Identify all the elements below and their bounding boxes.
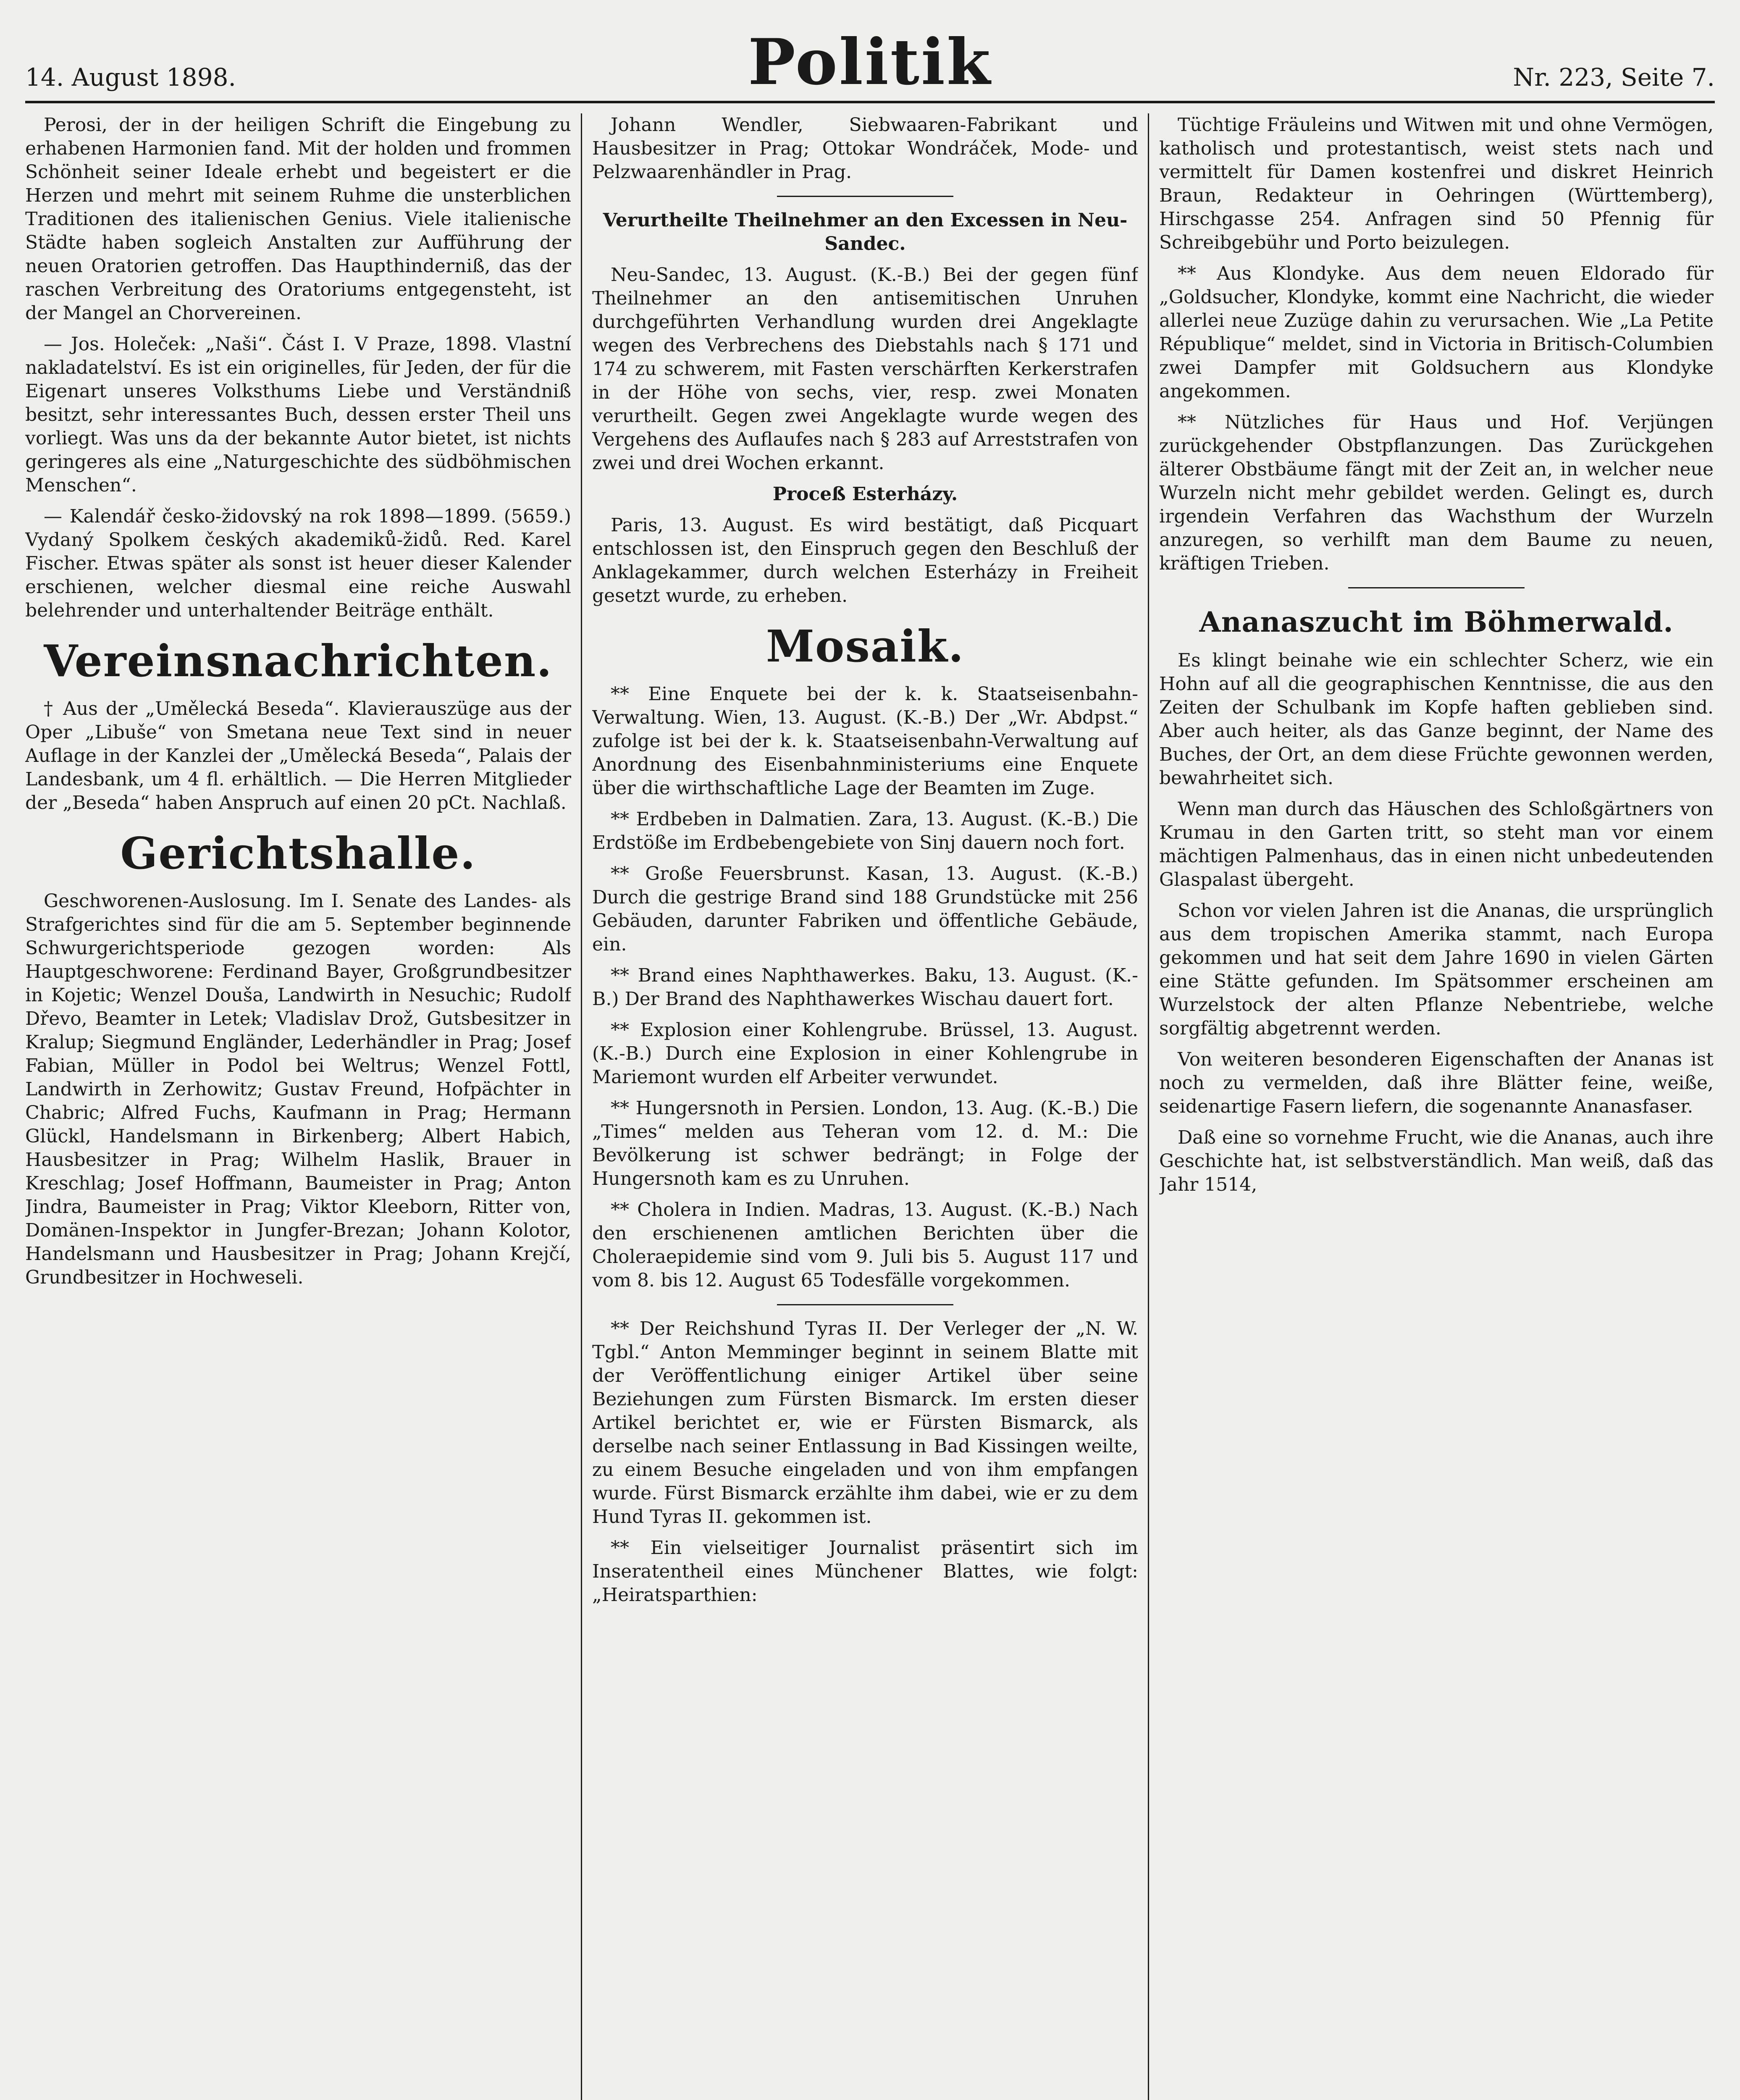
article-paragraph: Johann Wendler, Siebwaaren-Fabrikant und Hausbesitzer in Prag; Ottokar Wondráček, Mode- und Pelzwaarenhändler in Prag. (592, 114, 1138, 183)
article-paragraph: ** Hungersnoth in Persien. London, 13. Aug. (K.-B.) Die „Times“ melden aus Teheran vom 12. d. M.: Die Bevölkerung ist schwer bedrängt; in Folge der Hungersnoth kam es zu Unruhen. (592, 1097, 1138, 1189)
column-rule (1148, 113, 1149, 2100)
article-paragraph: Neu-Sandec, 13. August. (K.-B.) Bei der gegen fünf Theilnehmer an den antisemitischen Unruhen durchgeführten Verhandlung wurden drei Angeklagte wegen des Verbrechens des Diebstahls nach § 171 und 174 zu schwerem, mit Fasten verschärften Kerkerstrafen in der Höhe von sechs, vier, resp. zwei Monaten verurtheilt. Gegen zwei Angeklagte wurde wegen des Vergehens des Auflaufes nach § 283 auf Arreststrafen von zwei und drei Wochen erkannt. (592, 264, 1138, 474)
article-paragraph: ** Der Reichshund Tyras II. Der Verleger der „N. W. Tgbl.“ Anton Memminger beginnt in seinem Blatte mit der Veröffentlichung einiger Artikel über seine Beziehungen zum Fürsten Bismarck. Im ersten dieser Artikel berichtet er, wie er Fürsten Bismarck, als derselbe nach seiner Entlassung in Bad Kissingen weilte, zu einem Besuche eingeladen und von ihm empfangen wurde. Fürst Bismarck erzählte ihm dabei, wie er zu dem Hund Tyras II. gekommen ist. (592, 1318, 1138, 1528)
article-paragraph: Perosi, der in der heiligen Schrift die Eingebung zu erhabenen Harmonien fand. Mit der holden und frommen Schönheit seiner Ideale erhebt und begeistert er die Herzen und mehrt mit seinem Ruhme die unsterblichen Traditionen des italienischen Genius. Viele italienische Städte haben sogleich Anstalten zur Aufführung der neuen Oratorien getroffen. Das Haupthinderniß, das der raschen Verbreitung des Oratoriums entgegensteht, ist der Mangel an Chorvereinen. (25, 114, 571, 324)
issue-date: 14. August 1898. (25, 63, 236, 92)
article-paragraph: — Jos. Holeček: „Naši“. Část I. V Praze, 1898. Vlastní nakladatelství. Es ist ein originelles, für Jeden, der für die Eigenart unseres Volksthums Liebe und Verständniß besitzt, sehr interessantes Buch, dessen erster Theil uns vorliegt. Was uns da der bekannte Autor bietet, ist nichts geringeres als eine „Naturgeschichte des südböhmischen Menschen“. (25, 333, 571, 496)
article-paragraph: Geschworenen-Auslosung. Im I. Senate des Landes- als Strafgerichtes sind für die am 5. September beginnende Schwurgerichtsperiode gezogen worden: Als Hauptgeschworene: Ferdinand Bayer, Großgrundbesitzer in Kojetic; Wenzel Douša, Landwirth in Nesuchic; Rudolf Dřevo, Beamter in Letek; Vladislav Drož, Gutsbesitzer in Kralup; Siegmund Engländer, Lederhändler in Prag; Josef Fabian, Müller in Podol bei Weltrus; Wenzel Fottl, Landwirth in Zerhowitz; Gustav Freund, Hofpächter in Chabric; Alfred Fuchs, Kaufmann in Prag; Hermann Glückl, Handelsmann in Birkenberg; Albert Habich, Hausbesitzer in Prag; Wilhelm Haslik, Brauer in Kreschlag; Josef Hoffmann, Baumeister in Prag; Anton Jindra, Baumeister in Prag; Viktor Kleeborn, Ritter von, Domänen-Inspektor in Jungfer-Brezan; Johann Kolotor, Handelsmann und Hausbesitzer in Prag; Johann Krejčí, Grundbesitzer in Hochweseli. (25, 890, 571, 1288)
article-paragraph: Schon vor vielen Jahren ist die Ananas, die ursprünglich aus dem tropischen Amerika stammt, nach Europa gekommen und hat seit dem Jahre 1690 in vielen Gärten eine Stätte gefunden. Im Spätsommer erscheinen am Wurzelstock der alten Pflanze Nebentriebe, welche sorgfältig abgetrennt werden. (1159, 900, 1714, 1039)
article-paragraph: Paris, 13. August. Es wird bestätigt, daß Picquart entschlossen ist, den Einspruch gegen den Beschluß der Anklagekammer, durch welchen Esterházy in Freiheit gesetzt wurde, zu erheben. (592, 514, 1138, 606)
article-paragraph: Daß eine so vornehme Frucht, wie die Ananas, auch ihre Geschichte hat, ist selbstverständlich. Man weiß, daß das Jahr 1514, (1159, 1127, 1714, 1195)
column-3 (1159, 113, 1714, 2100)
article-paragraph: ** Nützliches für Haus und Hof. Verjüngen zurückgehender Obstpflanzungen. Das Zurückgehen älterer Obstbäume fängt mit der Zeit an, in welcher neue Wurzeln nicht mehr gebildet werden. Gelingt es, durch irgendein Verfahren das Wachsthum der Wurzeln anzuregen, so verhilft man dem Baume zu neuen, kräftigen Trieben. (1159, 412, 1714, 574)
column-rule (581, 113, 582, 2100)
article-heading: Proceß Esterházy. (772, 483, 958, 505)
article-paragraph: ** Explosion einer Kohlengrube. Brüssel, 13. August. (K.-B.) Durch eine Explosion in einer Kohlengrube in Mariemont wurden elf Arbeiter verwundet. (592, 1019, 1138, 1088)
article-paragraph: Von weiteren besonderen Eigenschaften der Ananas ist noch zu vermelden, daß ihre Blätter feine, weiße, seidenartige Fasern liefern, die sogenannte Ananasfaser. (1159, 1049, 1714, 1117)
column-2 (592, 113, 1138, 2100)
article-heading-ananaszucht: Ananaszucht im Böhmerwald. (1199, 606, 1674, 638)
article-paragraph: — Kalendář česko-židovský na rok 1898—1899. (5659.) Vydaný Spolkem českých akademiků-židů. Red. Karel Fischer. Etwas später als sonst ist heuer dieser Kalender erschienen, welcher diesmal eine reiche Auswahl belehrender und unterhaltender Beiträge enthält. (25, 506, 571, 621)
article-paragraph: ** Ein vielseitiger Journalist präsentirt sich im Inseratentheil eines Münchener Blattes, wie folgt: „Heiratsparthien: (592, 1537, 1138, 1606)
article-paragraph: Tüchtige Fräuleins und Witwen mit und ohne Vermögen, katholisch und protestantisch, weist stets nach und vermittelt für Damen kostenfrei und diskret Heinrich Braun, Redakteur in Oehringen (Württemberg), Hirschgasse 254. Anfragen sind 50 Pfennig für Schreibgebühr und Porto beizulegen. (1159, 114, 1714, 253)
article-paragraph: ** Eine Enquete bei der k. k. Staatseisenbahn-Verwaltung. Wien, 13. August. (K.-B.) Der „Wr. Abdpst.“ zufolge ist bei der k. k. Staatseisenbahn-Verwaltung auf Anordnung des Eisenbahnministeriums eine Enquete über die wirthschaftliche Lage der Beamten im Zuge. (592, 683, 1138, 799)
column-1 (25, 113, 571, 2100)
separator (777, 1304, 953, 1305)
article-heading: Verurtheilte Theilnehmer an den Excessen in Neu-Sandec. (603, 210, 1128, 255)
section-heading-vereinsnachrichten: Vereinsnachrichten. (44, 635, 553, 687)
masthead (25, 17, 1715, 103)
issue-page-number: Nr. 223, Seite 7. (1513, 63, 1715, 92)
article-paragraph: † Aus der „Umělecká Beseda“. Klavierauszüge aus der Oper „Libuše“ von Smetana neue Text sind in neuer Auflage in der Kanzlei der „Umělecká Beseda“, Palais der Landesbank, um 4 fl. erhältlich. — Die Herren Mitglieder der „Beseda“ haben Anspruch auf einen 20 pCt. Nachlaß. (25, 698, 571, 814)
separator (1348, 587, 1525, 588)
section-heading-mosaik: Mosaik. (766, 620, 965, 672)
article-paragraph: Es klingt beinahe wie ein schlechter Scherz, wie ein Hohn auf all die geographischen Kenntnisse, die aus den Zeiten der Schulbank im Kopfe haften geblieben sind. Aber auch heiter, als das Ganze beginnt, der Name des Buches, der Ort, an dem diese Früchte gewonnen werden, bewahrheitet sich. (1159, 650, 1714, 789)
section-heading-gerichtshalle: Gerichtshalle. (120, 827, 476, 879)
article-paragraph: ** Große Feuersbrunst. Kasan, 13. August. (K.-B.) Durch die gestrige Brand sind 188 Grundstücke mit 256 Gebäuden, darunter Fabriken und öffentliche Gebäude, ein. (592, 863, 1138, 955)
separator (777, 196, 953, 197)
article-paragraph: ** Brand eines Naphthawerkes. Baku, 13. August. (K.-B.) Der Brand des Naphthawerkes Wischau dauert fort. (592, 965, 1138, 1010)
article-paragraph: ** Aus Klondyke. Aus dem neuen Eldorado für „Goldsucher, Klondyke, kommt eine Nachricht, die wieder allerlei neue Zuzüge dahin zu verursachen. Wie „La Petite République“ meldet, sind in Victoria in Britisch-Columbien zwei Dampfer mit Goldsuchern aus Klondyke angekommen. (1159, 263, 1714, 402)
article-paragraph: Wenn man durch das Häuschen des Schloßgärtners von Krumau in den Garten tritt, so steht man vor einem mächtigen Palmenhaus, das in einen nicht unbedeutenden Glaspalast übergeht. (1159, 798, 1714, 890)
newspaper-title: Politik (748, 25, 992, 99)
article-paragraph: ** Cholera in Indien. Madras, 13. August. (K.-B.) Nach den erschienenen amtlichen Berichten über die Choleraepidemie sind vom 9. Juli bis 5. August 117 und vom 8. bis 12. August 65 Todesfälle vorgekommen. (592, 1199, 1138, 1291)
article-paragraph: ** Erdbeben in Dalmatien. Zara, 13. August. (K.-B.) Die Erdstöße im Erdbebengebiete von Sinj dauern noch fort. (592, 808, 1138, 853)
